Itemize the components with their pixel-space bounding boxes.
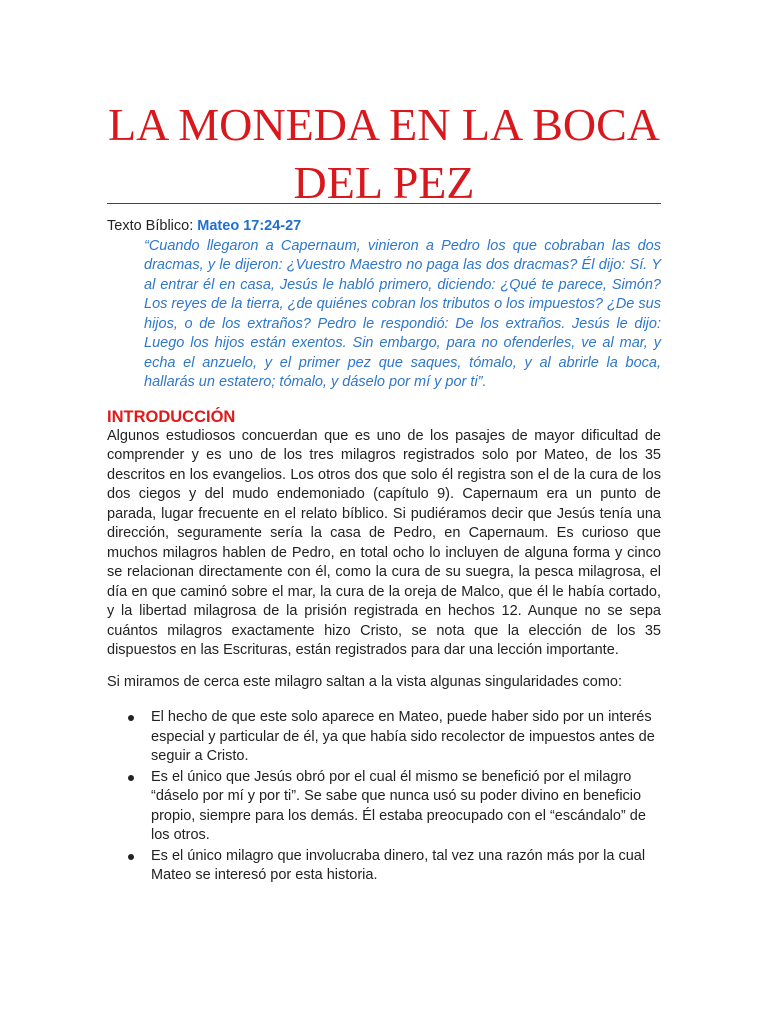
bible-quote: “Cuando llegaron a Capernaum, vinieron a Pedro los que cobraban las dos dracmas, y le dijeron: ¿Vuestro Maestro no paga las dos dracmas? Él dijo: Sí. Y al entrar él en casa, Jesús le habló primero, diciendo: ¿Qué te parece, Simón? Los reyes de la tierra, ¿de quiénes cobran los tributos o los impuestos? ¿De sus hijos, o de los extraños? Pedro le respondió: De los extraños. Jesús le dijo: Luego los hijos están exentos. Sin embargo, para no ofenderles, ve al mar, y echa el anzuelo, y el primer pez que saques, tómalo, y al abrirle la boca, hallarás un estatero; tómalo, y dáselo por mí y por ti”. bbox=[144, 237, 661, 390]
singularities-list bbox=[107, 708, 661, 886]
list-item-text: Es el único que Jesús obró por el cual él mismo se benefició por el milagro “dáselo por mí y por ti”. Se sabe que nunca usó su poder divino en beneficio propio, siempre para los demás. Él estaba preocupado con el “escándalo” de los otros. bbox=[151, 768, 646, 843]
document-title: LA MONEDA EN LA BOCA DEL PEZ bbox=[107, 99, 661, 208]
list-item-text: Es el único milagro que involucraba dinero, tal vez una razón más por la cual Mateo se interesó por esta historia. bbox=[151, 847, 646, 883]
bullet-icon bbox=[128, 854, 134, 860]
list-item bbox=[107, 768, 661, 846]
bible-text-line bbox=[107, 217, 661, 237]
bullet-icon bbox=[128, 775, 134, 781]
list-item bbox=[107, 708, 661, 767]
bullet-icon bbox=[128, 715, 134, 721]
intro-paragraph: Algunos estudiosos concuerdan que es uno de los pasajes de mayor dificultad de comprender y es uno de los tres milagros registrados solo por Mateo, de los 35 descritos en los evangelios. Los otros dos que solo él registra son el de la cura de los dos ciegos y del mudo endemoniado (capítulo 9). Capernaum era un punto de parada, lugar frecuente en el relato bíblico. Si pudiéramos decir que Jesús tenía una dirección, seguramente sería la casa de Pedro, en Capernaum. Es curioso que muchos milagros hablen de Pedro, en total ocho lo incluyen de alguna forma y cinco se relacionan directamente con él, como la cura de su suegra, la pesca milagrosa, el día en que caminó sobre el mar, la cura de la oreja de Malco, que él le había cortado, y la libertad milagrosa de la prisión registrada en hechos 12. Aunque no se sepa cuántos milagros exactamente hizo Cristo, se nota que la elección de los 35 dispuestos en las Escrituras, están registrados para dar una lección importante. bbox=[107, 427, 661, 658]
document-body bbox=[107, 217, 661, 887]
intro-heading: INTRODUCCIÓN bbox=[107, 407, 236, 426]
bible-text-label: Texto Bíblico: bbox=[107, 218, 194, 234]
list-item-text: El hecho de que este solo aparece en Mateo, puede haber sido por un interés especial y particular de él, ya que había sido recolector de impuestos antes de seguir a Cristo. bbox=[151, 709, 655, 764]
list-item bbox=[107, 847, 661, 886]
bible-reference: Mateo 17:24-27 bbox=[197, 218, 302, 234]
title-divider bbox=[107, 203, 661, 204]
singularities-paragraph: Si miramos de cerca este milagro saltan a la vista algunas singularidades como: bbox=[107, 673, 622, 690]
